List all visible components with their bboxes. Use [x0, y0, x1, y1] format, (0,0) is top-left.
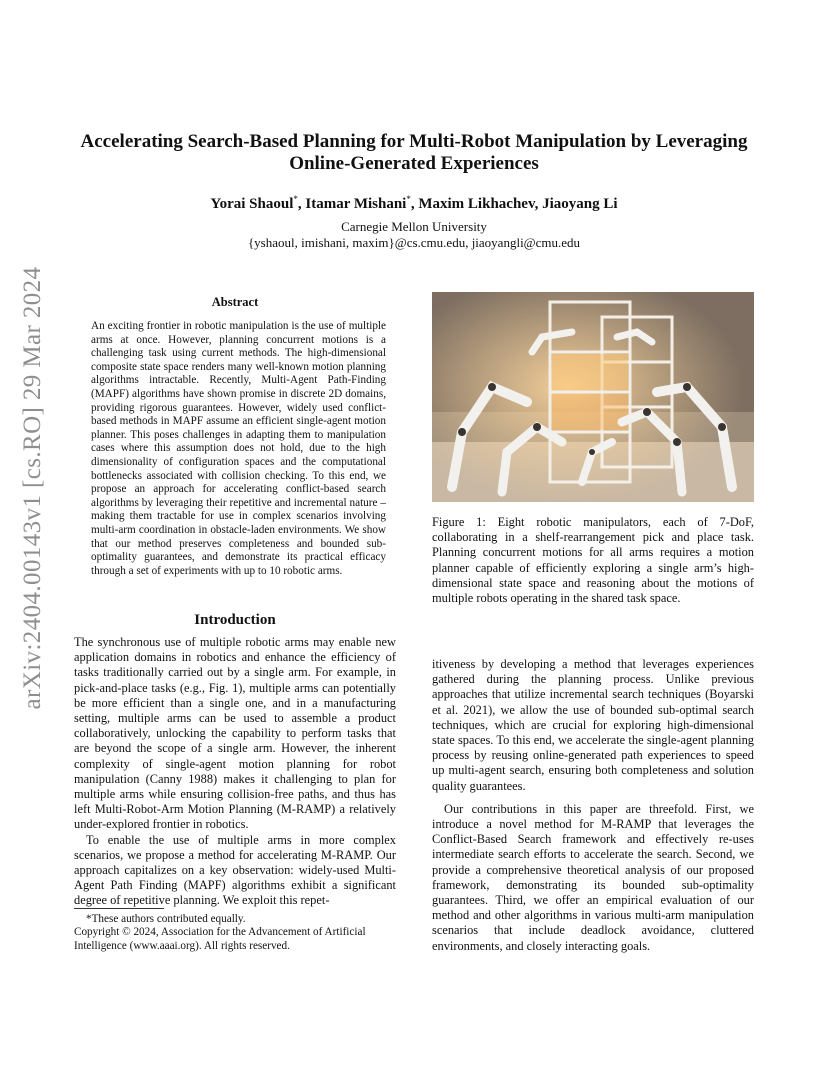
abstract-text: An exciting frontier in robotic manipulation is the use of multiple arms at once. However, planning concurrent motions is a challenging task using current methods. The high-dimensional composite state space renders many well-known motion planning algorithms intractable. Recently, Multi-Agent Path-Finding (MAPF) algorithms have shown promise in discrete 2D domains, providing rigorous guarantees. However, widely used conflict-based methods in MAPF assume an efficient single-agent motion planner. This poses challenges in adapting them to manipulation cases where this assumption does not hold, due to the high dimensionality of configuration spaces and the computational bottlenecks associated with collision checking. To this end, we propose an approach for accelerating conflict-based search algorithms by leveraging their repetitive and incremental nature – making them tractable for use in complex scenarios involving multi-arm coordination in obstacle-laden environments. We show that our method preserves completeness and bounded sub-optimality guarantees, and demonstrate its practical efficacy through a set of experiments with up to 10 robotic arms. [91, 320, 386, 577]
author-name: Itamar Mishani [305, 196, 407, 212]
right-column-body [432, 657, 754, 954]
figure-1-image [432, 292, 754, 502]
author-name: Jiaoyang Li [542, 196, 618, 212]
equal-contribution-footnote: *These authors contributed equally. [86, 913, 246, 925]
author-emails: {yshaoul, imishani, maxim}@cs.cmu.edu, jiaoyangli@cmu.edu [247, 235, 581, 250]
equal-contribution-mark: * [406, 194, 411, 204]
arxiv-stamp: arXiv:2404.00143v1 [cs.RO] 29 Mar 2024 [19, 266, 46, 709]
abstract-heading: Abstract [211, 295, 259, 309]
paragraph: itiveness by developing a method that leverages experiences gathered during the planning process. Unlike previous approaches that utilize incremental search techniques (Boyarski et al. 2021), we allow the use of bounded sub-optimal search techniques, which are crucial for exploring high-dimensional state spaces. To this end, we accelerate the single-agent planning process by reusing online-generated path experiences to speed up multi-agent search, ensuring both completeness and solution quality guarantees. [432, 657, 754, 793]
paragraph: To enable the use of multiple arms in more complex scenarios, we propose a method for accelerating M-RAMP. Our approach capitalizes on a key observation: widely-used Multi-Agent Path Finding (MAPF) algorithms exhibit a significant degree of repetitive planning. We exploit this repet- [74, 832, 396, 908]
equal-contribution-mark: * [293, 194, 298, 204]
paragraph: Our contributions in this paper are threefold. First, we introduce a novel method for M-RAMP that leverages the Conflict-Based Search framework and effectively re-uses intermediate search efforts to accelerate the search. Second, we provide a comprehensive theoretical analysis of our proposed framework, demonstrating its bounded sub-optimality guarantees. Third, we offer an empirical evaluation of our method and other algorithms in various multi-arm manipulation scenarios that include deadlock avoidance, cluttered environments, and closely interacting goals. [432, 801, 754, 953]
footnote-rule [74, 908, 164, 909]
robot-shelf-illustration [432, 292, 754, 502]
introduction-heading: Introduction [194, 612, 276, 628]
paragraph: The synchronous use of multiple robotic arms may enable new application domains in robotics and enhance the efficiency of tasks traditionally carried out by a single arm. For example, in pick-and-place tasks (e.g., Fig. 1), multiple arms can potentially be more efficient than a single one, and in a manufacturing setting, multiple arms can be used to assemble a product collaboratively, unlocking the capability to perform tasks that are beyond the scope of a single arm. However, the inherent complexity of single-agent motion planning for robot manipulation (Canny 1988) makes it challenging to plan for multiple arms while ensuring collision-free paths, and thus has left Multi-Robot-Arm Motion Planning (M-RAMP) a relatively under-explored frontier in robotics. [74, 635, 396, 832]
author-list: Yorai Shaoul*, Itamar Mishani*, Maxim Likhachev, Jiaoyang Li [210, 194, 618, 212]
author-name: Maxim Likhachev [418, 196, 535, 212]
institution: Carnegie Mellon University [341, 219, 487, 234]
copyright-notice: Copyright © 2024, Association for the Advancement of Artificial Intelligence (www.aaai.org). All rights reserved. [74, 926, 366, 952]
affiliation-block [60, 219, 768, 251]
footnotes [74, 913, 396, 953]
figure-1-caption: Figure 1: Eight robotic manipulators, each of 7-DoF, collaborating in a shelf-rearrangement pick and place task. Planning concurrent motions for all arms requires a motion planner capable of efficiently exploring a single arm’s high-dimensional state space and reasoning about the motions of multiple robots operating in the shared task space. [432, 515, 754, 606]
introduction-body [74, 635, 396, 909]
arxiv-identifier [12, 266, 54, 709]
paper-title: Accelerating Search-Based Planning for Multi-Robot Manipulation by Leveraging Online-Generated Experiences [80, 131, 748, 174]
author-name: Yorai Shaoul [210, 196, 294, 212]
